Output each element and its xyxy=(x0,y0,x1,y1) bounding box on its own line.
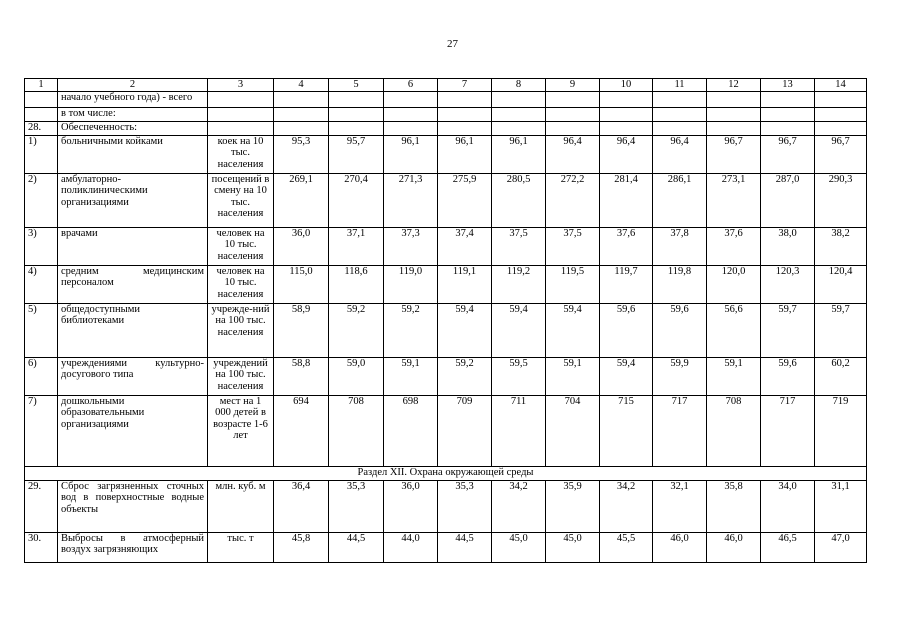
value-cell: 275,9 xyxy=(438,173,492,227)
value-cell: 59,7 xyxy=(761,303,815,357)
value-cell xyxy=(546,107,600,121)
header-cell: 11 xyxy=(653,79,707,92)
value-cell: 280,5 xyxy=(492,173,546,227)
header-cell: 8 xyxy=(492,79,546,92)
unit-cell: коек на 10 тыс. населения xyxy=(208,135,274,173)
header-cell: 9 xyxy=(546,79,600,92)
page-number: 27 xyxy=(447,38,458,50)
table-row xyxy=(25,121,867,135)
value-cell: 269,1 xyxy=(274,173,329,227)
header-cell: 10 xyxy=(600,79,653,92)
value-cell: 96,1 xyxy=(438,135,492,173)
value-cell: 37,5 xyxy=(492,227,546,265)
value-cell: 46,5 xyxy=(761,532,815,562)
value-cell: 59,2 xyxy=(438,357,492,395)
value-cell: 711 xyxy=(492,395,546,466)
value-cell xyxy=(546,121,600,135)
value-cell: 37,8 xyxy=(653,227,707,265)
table-row xyxy=(25,532,867,562)
value-cell: 35,3 xyxy=(438,480,492,532)
header-row xyxy=(25,79,867,92)
value-cell xyxy=(438,107,492,121)
value-cell: 38,0 xyxy=(761,227,815,265)
value-cell: 717 xyxy=(653,395,707,466)
value-cell xyxy=(492,107,546,121)
value-cell: 36,4 xyxy=(274,480,329,532)
unit-cell xyxy=(208,121,274,135)
value-cell: 59,4 xyxy=(438,303,492,357)
value-cell: 96,7 xyxy=(761,135,815,173)
row-number: 5) xyxy=(25,303,58,357)
table-body xyxy=(25,79,867,563)
value-cell: 31,1 xyxy=(815,480,867,532)
section-row xyxy=(25,466,867,480)
value-cell: 59,6 xyxy=(600,303,653,357)
header-cell: 7 xyxy=(438,79,492,92)
header-cell: 3 xyxy=(208,79,274,92)
value-cell xyxy=(815,91,867,107)
value-cell: 120,0 xyxy=(707,265,761,303)
value-cell: 37,1 xyxy=(329,227,384,265)
value-cell xyxy=(761,121,815,135)
value-cell: 118,6 xyxy=(329,265,384,303)
value-cell: 290,3 xyxy=(815,173,867,227)
value-cell xyxy=(438,91,492,107)
value-cell: 37,6 xyxy=(707,227,761,265)
value-cell: 96,4 xyxy=(546,135,600,173)
value-cell: 45,5 xyxy=(600,532,653,562)
value-cell: 96,4 xyxy=(600,135,653,173)
value-cell: 272,2 xyxy=(546,173,600,227)
row-number: 4) xyxy=(25,265,58,303)
indicator-name: Выбросы в атмосферный воздух загрязняющих xyxy=(58,532,208,562)
value-cell xyxy=(438,121,492,135)
value-cell: 46,0 xyxy=(653,532,707,562)
header-cell: 13 xyxy=(761,79,815,92)
unit-cell xyxy=(208,107,274,121)
header-cell: 2 xyxy=(58,79,208,92)
unit-cell xyxy=(208,91,274,107)
value-cell: 34,2 xyxy=(492,480,546,532)
value-cell: 59,7 xyxy=(815,303,867,357)
value-cell: 698 xyxy=(384,395,438,466)
value-cell: 95,7 xyxy=(329,135,384,173)
value-cell xyxy=(274,121,329,135)
value-cell: 44,0 xyxy=(384,532,438,562)
header-cell: 14 xyxy=(815,79,867,92)
value-cell: 119,0 xyxy=(384,265,438,303)
value-cell: 56,6 xyxy=(707,303,761,357)
table-row xyxy=(25,357,867,395)
value-cell xyxy=(707,121,761,135)
value-cell: 59,4 xyxy=(492,303,546,357)
value-cell: 47,0 xyxy=(815,532,867,562)
value-cell: 271,3 xyxy=(384,173,438,227)
indicator-name: начало учебного года) - всего xyxy=(58,91,208,107)
section-title: Раздел XII. Охрана окружающей среды xyxy=(25,466,867,480)
table-row xyxy=(25,303,867,357)
value-cell: 38,2 xyxy=(815,227,867,265)
value-cell xyxy=(384,121,438,135)
value-cell: 37,3 xyxy=(384,227,438,265)
row-number: 7) xyxy=(25,395,58,466)
value-cell: 287,0 xyxy=(761,173,815,227)
value-cell xyxy=(384,91,438,107)
value-cell: 44,5 xyxy=(438,532,492,562)
row-number xyxy=(25,107,58,121)
value-cell: 96,1 xyxy=(384,135,438,173)
value-cell: 719 xyxy=(815,395,867,466)
table-row xyxy=(25,227,867,265)
value-cell: 45,0 xyxy=(492,532,546,562)
value-cell: 59,5 xyxy=(492,357,546,395)
value-cell xyxy=(707,91,761,107)
value-cell: 115,0 xyxy=(274,265,329,303)
header-cell: 1 xyxy=(25,79,58,92)
indicator-name: общедоступными библиотеками xyxy=(58,303,208,357)
value-cell: 37,5 xyxy=(546,227,600,265)
value-cell: 281,4 xyxy=(600,173,653,227)
row-number: 28. xyxy=(25,121,58,135)
value-cell: 708 xyxy=(707,395,761,466)
unit-cell: учреждений на 100 тыс. населения xyxy=(208,357,274,395)
indicator-name: Обеспеченность: xyxy=(58,121,208,135)
value-cell xyxy=(600,107,653,121)
value-cell: 46,0 xyxy=(707,532,761,562)
value-cell: 35,3 xyxy=(329,480,384,532)
value-cell xyxy=(815,107,867,121)
value-cell: 59,0 xyxy=(329,357,384,395)
table-row xyxy=(25,395,867,466)
indicator-name: дошкольными образовательными организациями xyxy=(58,395,208,466)
value-cell xyxy=(274,107,329,121)
value-cell: 704 xyxy=(546,395,600,466)
value-cell: 34,2 xyxy=(600,480,653,532)
row-number: 1) xyxy=(25,135,58,173)
value-cell: 715 xyxy=(600,395,653,466)
value-cell xyxy=(653,121,707,135)
indicator-name: в том числе: xyxy=(58,107,208,121)
value-cell: 119,2 xyxy=(492,265,546,303)
value-cell: 96,1 xyxy=(492,135,546,173)
value-cell: 694 xyxy=(274,395,329,466)
value-cell: 37,6 xyxy=(600,227,653,265)
header-cell: 12 xyxy=(707,79,761,92)
table-row xyxy=(25,91,867,107)
value-cell xyxy=(384,107,438,121)
value-cell xyxy=(329,121,384,135)
indicator-name: больничными койками xyxy=(58,135,208,173)
value-cell xyxy=(329,107,384,121)
value-cell: 59,1 xyxy=(384,357,438,395)
row-number: 6) xyxy=(25,357,58,395)
header-cell: 6 xyxy=(384,79,438,92)
unit-cell: учрежде-ний на 100 тыс. населения xyxy=(208,303,274,357)
value-cell: 96,4 xyxy=(653,135,707,173)
value-cell: 120,4 xyxy=(815,265,867,303)
table-row xyxy=(25,265,867,303)
value-cell: 709 xyxy=(438,395,492,466)
row-number: 29. xyxy=(25,480,58,532)
table-row xyxy=(25,107,867,121)
indicator-name: учреждениями культурно-досугового типа xyxy=(58,357,208,395)
value-cell xyxy=(761,91,815,107)
value-cell: 58,8 xyxy=(274,357,329,395)
value-cell: 96,7 xyxy=(815,135,867,173)
unit-cell: тыс. т xyxy=(208,532,274,562)
value-cell: 44,5 xyxy=(329,532,384,562)
value-cell xyxy=(600,121,653,135)
value-cell xyxy=(600,91,653,107)
value-cell: 36,0 xyxy=(384,480,438,532)
row-number xyxy=(25,91,58,107)
value-cell: 95,3 xyxy=(274,135,329,173)
value-cell: 119,1 xyxy=(438,265,492,303)
value-cell: 59,9 xyxy=(653,357,707,395)
value-cell xyxy=(546,91,600,107)
unit-cell: человек на 10 тыс. населения xyxy=(208,265,274,303)
value-cell xyxy=(761,107,815,121)
header-cell: 5 xyxy=(329,79,384,92)
value-cell: 119,8 xyxy=(653,265,707,303)
unit-cell: млн. куб. м xyxy=(208,480,274,532)
table-row xyxy=(25,173,867,227)
value-cell: 708 xyxy=(329,395,384,466)
value-cell: 59,4 xyxy=(546,303,600,357)
value-cell xyxy=(815,121,867,135)
value-cell: 60,2 xyxy=(815,357,867,395)
value-cell: 59,2 xyxy=(329,303,384,357)
unit-cell: человек на 10 тыс. населения xyxy=(208,227,274,265)
value-cell: 59,6 xyxy=(761,357,815,395)
value-cell: 59,6 xyxy=(653,303,707,357)
row-number: 2) xyxy=(25,173,58,227)
value-cell: 59,1 xyxy=(707,357,761,395)
value-cell xyxy=(707,107,761,121)
indicator-name: врачами xyxy=(58,227,208,265)
indicator-name: средним медицинским персоналом xyxy=(58,265,208,303)
value-cell: 120,3 xyxy=(761,265,815,303)
unit-cell: посещений в смену на 10 тыс. населения xyxy=(208,173,274,227)
value-cell: 36,0 xyxy=(274,227,329,265)
value-cell xyxy=(329,91,384,107)
value-cell xyxy=(653,107,707,121)
indicator-name: Сброс загрязненных сточных вод в поверхностные водные объекты xyxy=(58,480,208,532)
row-number: 3) xyxy=(25,227,58,265)
table-row xyxy=(25,480,867,532)
value-cell: 273,1 xyxy=(707,173,761,227)
value-cell: 35,8 xyxy=(707,480,761,532)
value-cell: 119,7 xyxy=(600,265,653,303)
unit-cell: мест на 1 000 детей в возрасте 1-6 лет xyxy=(208,395,274,466)
value-cell: 270,4 xyxy=(329,173,384,227)
value-cell: 96,7 xyxy=(707,135,761,173)
row-number: 30. xyxy=(25,532,58,562)
value-cell: 717 xyxy=(761,395,815,466)
value-cell xyxy=(492,121,546,135)
statistics-table xyxy=(24,78,867,563)
value-cell: 45,0 xyxy=(546,532,600,562)
value-cell: 45,8 xyxy=(274,532,329,562)
value-cell xyxy=(274,91,329,107)
value-cell: 37,4 xyxy=(438,227,492,265)
value-cell: 34,0 xyxy=(761,480,815,532)
value-cell: 59,1 xyxy=(546,357,600,395)
table-row xyxy=(25,135,867,173)
value-cell: 35,9 xyxy=(546,480,600,532)
value-cell xyxy=(492,91,546,107)
value-cell: 58,9 xyxy=(274,303,329,357)
value-cell xyxy=(653,91,707,107)
indicator-name: амбулаторно-поликлиническими организациями xyxy=(58,173,208,227)
value-cell: 59,4 xyxy=(600,357,653,395)
header-cell: 4 xyxy=(274,79,329,92)
value-cell: 59,2 xyxy=(384,303,438,357)
value-cell: 32,1 xyxy=(653,480,707,532)
value-cell: 286,1 xyxy=(653,173,707,227)
value-cell: 119,5 xyxy=(546,265,600,303)
